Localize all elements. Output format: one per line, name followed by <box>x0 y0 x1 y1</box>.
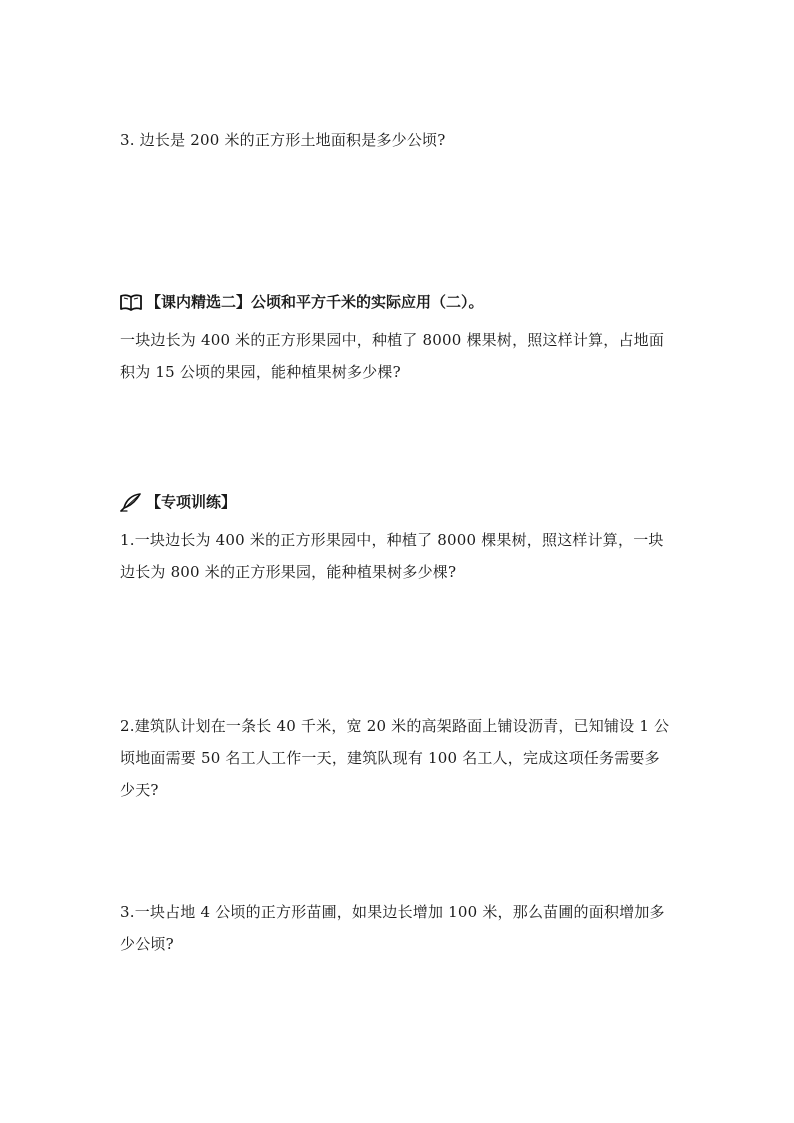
practice-q2-line-2: 顷地面需要 50 名工人工作一天，建筑队现有 100 名工人，完成这项任务需要多 <box>120 749 660 767</box>
practice-q1-line-1: 1.一块边长为 400 米的正方形果园中，种植了 8000 棵果树，照这样计算，一块 <box>120 531 664 549</box>
question-text: 3. 边长是 200 米的正方形土地面积是多少公顷? <box>120 131 446 149</box>
practice-title: 【专项训练】 <box>146 493 237 511</box>
practice-q3-line-2: 少公顷? <box>120 935 174 953</box>
section-2-heading <box>118 292 484 312</box>
practice-q2-line-1: 2.建筑队计划在一条长 40 千米，宽 20 米的高架路面上铺设沥青，已知铺设 1 公 <box>120 717 670 735</box>
feather-pen-icon <box>118 492 144 512</box>
section-2-title: 【课内精选二】公顷和平方千米的实际应用（二）。 <box>146 293 484 311</box>
practice-q3-line-1: 3.一块占地 4 公顷的正方形苗圃，如果边长增加 100 米，那么苗圃的面积增加多 <box>120 903 665 921</box>
section-2-body-line-2: 积为 15 公顷的果园，能种植果树多少棵? <box>120 363 401 381</box>
section-2-body-line-1: 一块边长为 400 米的正方形果园中，种植了 8000 棵果树，照这样计算，占地面 <box>120 331 665 349</box>
practice-heading <box>118 492 236 512</box>
open-book-icon <box>118 292 144 312</box>
practice-q1-line-2: 边长为 800 米的正方形果园，能种植果树多少棵? <box>120 563 457 581</box>
practice-q2-line-3: 少天? <box>120 781 159 799</box>
